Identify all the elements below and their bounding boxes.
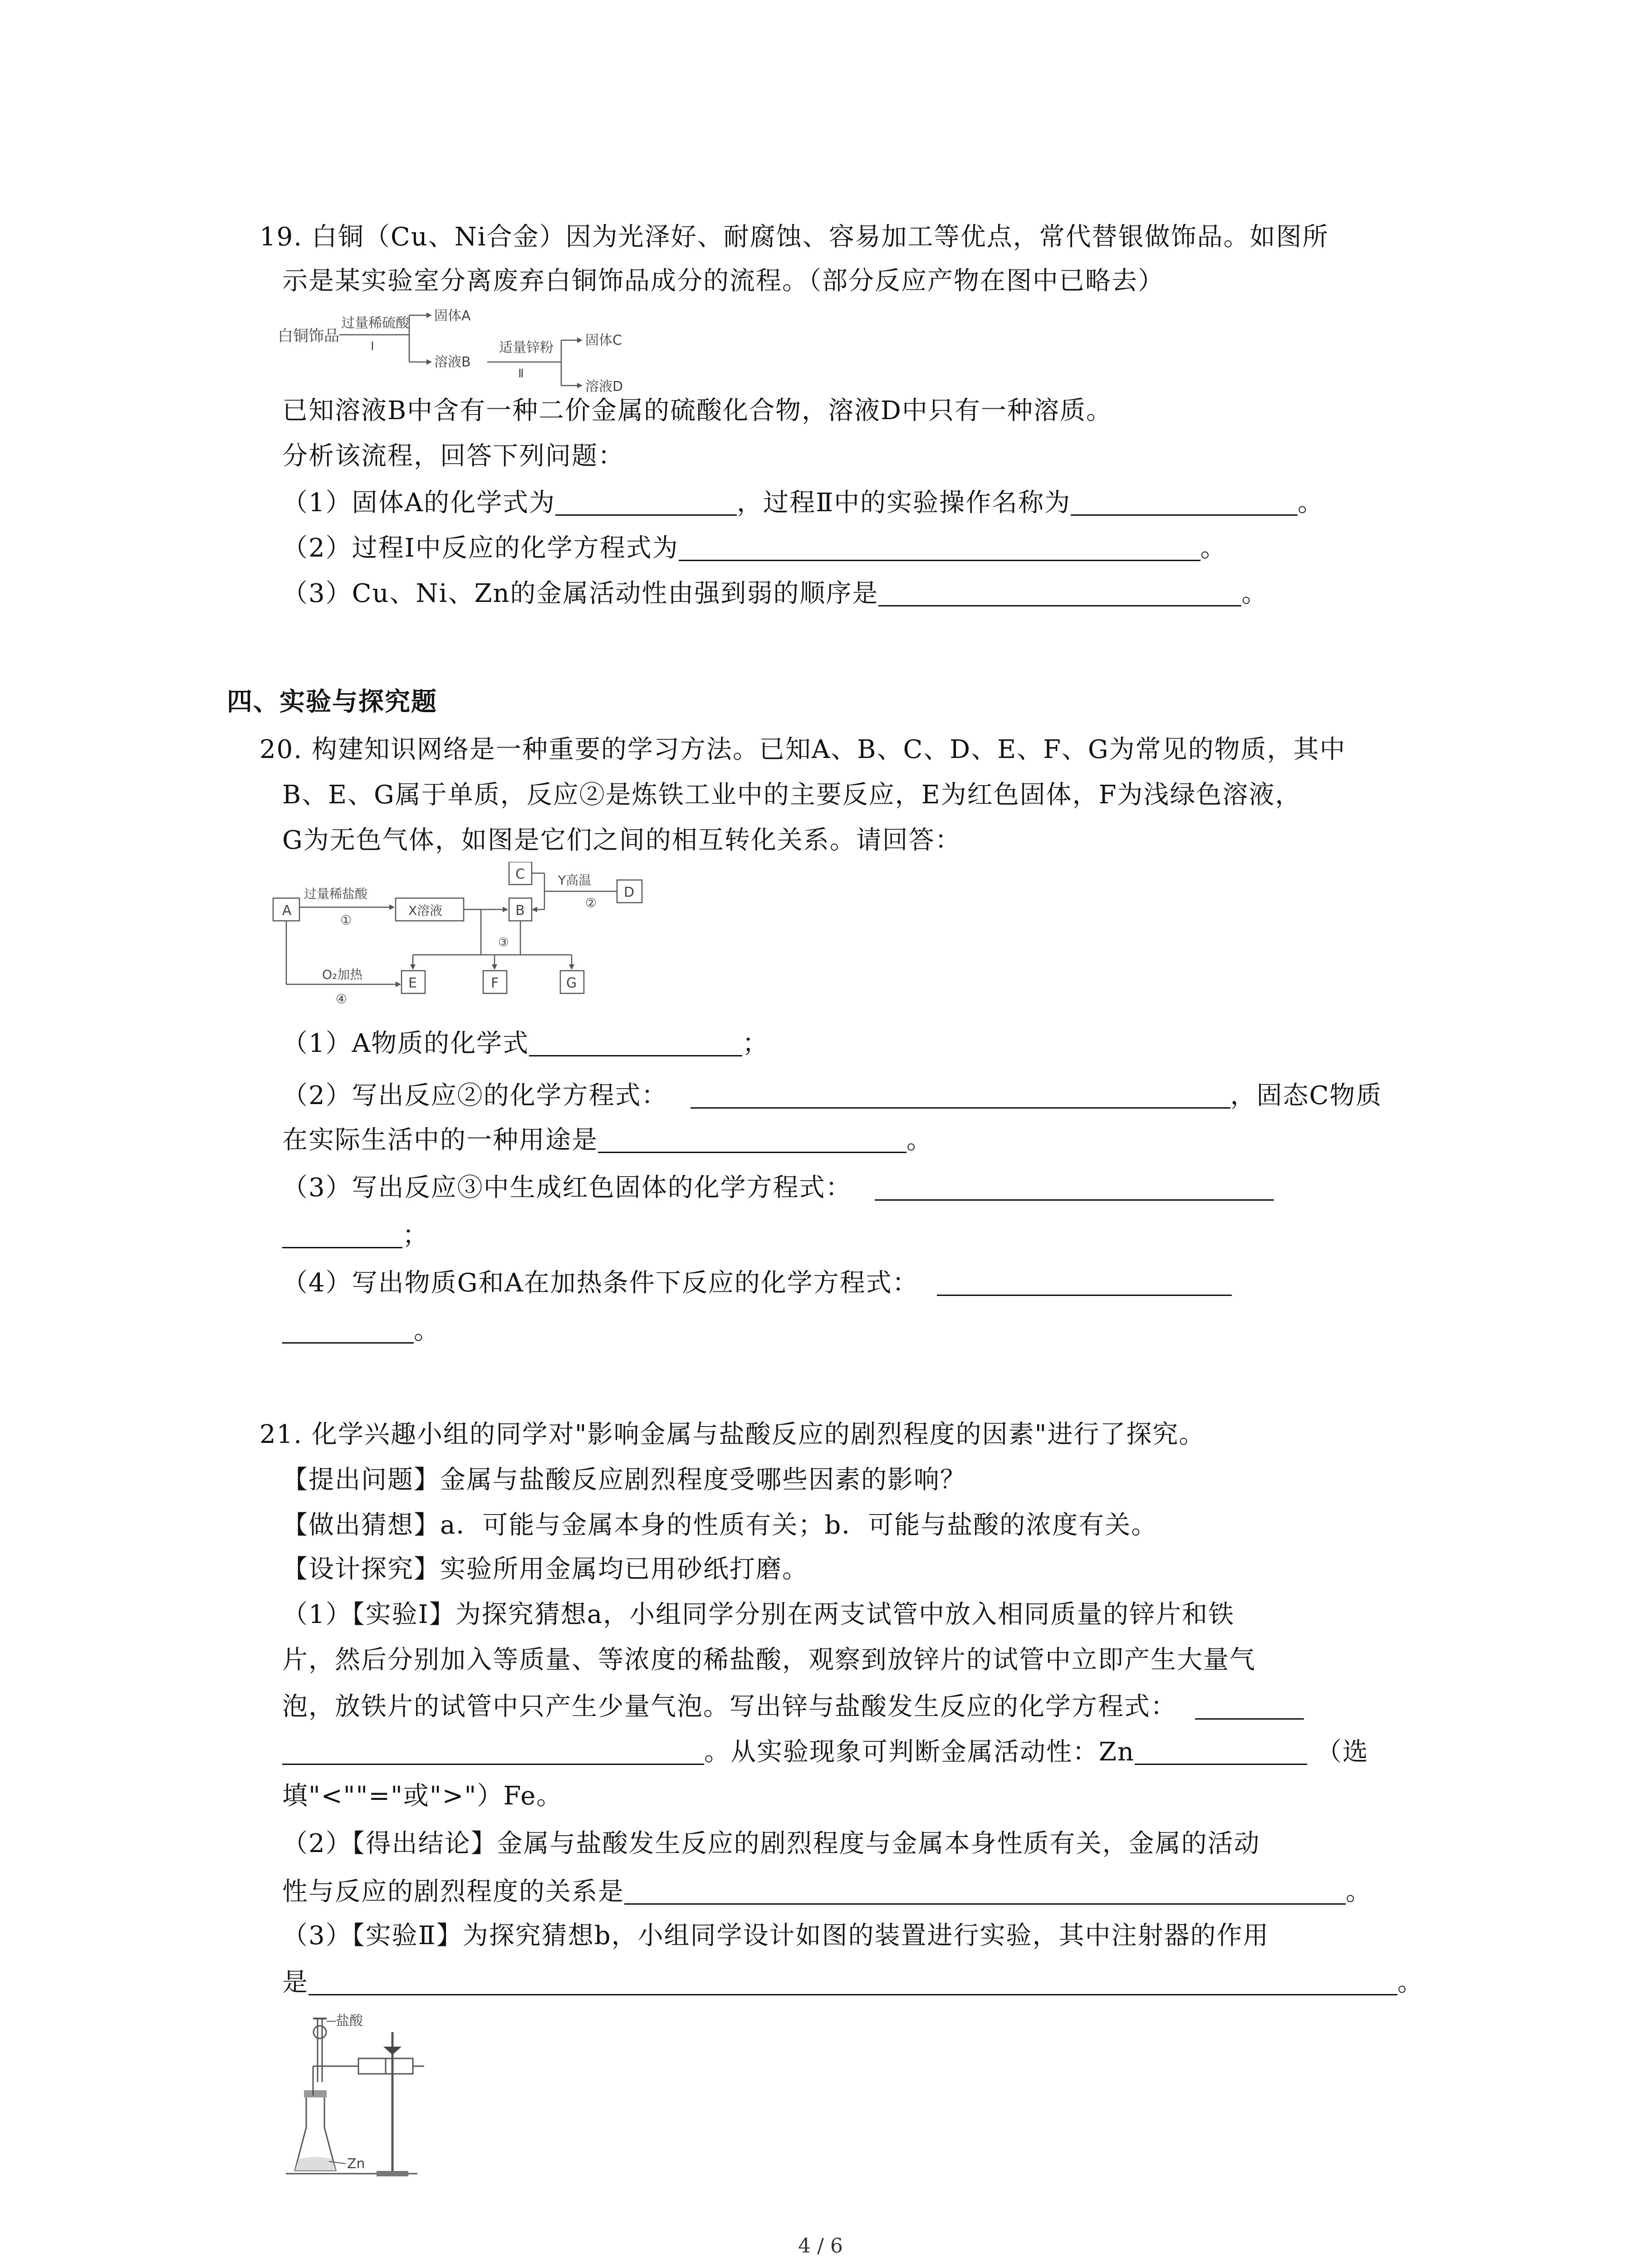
q21-line6: 片，然后分别加入等质量、等浓度的稀盐酸，观察到放锌片的试管中立即产生大量气 [282, 1645, 1256, 1675]
node-d: D [624, 885, 635, 900]
q19-p1-blank2[interactable] [1071, 489, 1298, 516]
flow-step2-bottom: Ⅱ [518, 367, 524, 381]
flow-step2-top: 适量锌粉 [499, 340, 554, 356]
arrow3-label: ③ [498, 936, 509, 949]
q19-p2-blank[interactable] [679, 534, 1200, 561]
q21-line7-text: 泡，放铁片的试管中只产生少量气泡。写出锌与盐酸发生反应的化学方程式： [282, 1692, 1177, 1721]
q20-p2-blank1[interactable] [691, 1082, 1230, 1109]
label-acid: 盐酸 [336, 2013, 363, 2029]
q19-part2 [282, 534, 1227, 561]
flow-solution-d: 溶液D [585, 379, 623, 395]
q19-part3 [282, 580, 1268, 606]
q19-line1: 19. 白铜（Cu、Ni合金）因为光泽好、耐腐蚀、容易加工等优点，常代替银做饰品。如图所 [260, 222, 1329, 252]
q19-line4: 分析该流程，回答下列问题： [282, 441, 624, 471]
arrow1-top: 过量稀盐酸 [304, 886, 368, 901]
q19-p1-text-c: 。 [1298, 488, 1324, 518]
page-number: 4 / 6 [798, 2234, 843, 2258]
q20-part4-line1 [282, 1269, 1232, 1296]
q20-p1-blank[interactable] [529, 1030, 742, 1056]
q21-line7 [282, 1693, 1304, 1720]
q21-relation-blank[interactable] [624, 1878, 1346, 1905]
q20-p2-text-b: ，固态C物质 [1230, 1081, 1382, 1110]
section-heading: 四、实验与探究题 [227, 687, 437, 717]
q21-line13-text-b: 。 [1397, 1968, 1424, 1997]
q20-p3-text-b: ； [402, 1221, 429, 1250]
node-g: G [566, 975, 577, 991]
q19-line2: 示是某实验室分离废弃白铜饰品成分的流程。（部分反应产物在图中已略去） [282, 266, 1164, 296]
q20-p2-text-d: 。 [906, 1125, 933, 1155]
q20-p1-text-a: （1）A物质的化学式 [282, 1029, 529, 1058]
q21-apparatus-diagram [268, 2005, 440, 2182]
q19-p1-blank1[interactable] [555, 489, 737, 516]
node-e: E [408, 975, 417, 991]
q20-p4-text-a: （4）写出物质G和A在加热条件下反应的化学方程式： [282, 1268, 919, 1298]
flow-start: 白铜饰品 [278, 327, 339, 345]
q21-line8-text-a: 。从实验现象可判断金属活动性：Zn [704, 1737, 1135, 1767]
node-x: X溶液 [408, 903, 443, 918]
q21-line9: 填"<""="或">"）Fe。 [282, 1781, 563, 1811]
q19-p1-text-a: （1）固体A的化学式为 [282, 488, 556, 518]
q20-p4-blank2[interactable] [282, 1317, 414, 1344]
arrow4-top: O₂加热 [322, 967, 363, 982]
q20-p3-text-a: （3）写出反应③中生成红色固体的化学方程式： [282, 1173, 852, 1202]
q20-p1-text-b: ； [742, 1029, 769, 1058]
q21-eq-blank2[interactable] [282, 1738, 704, 1765]
node-b: B [515, 903, 525, 919]
q19-p1-text-b: ，过程Ⅱ中的实验操作名称为 [737, 488, 1071, 518]
q20-p4-text-b: 。 [414, 1316, 440, 1345]
q20-line3: G为无色气体，如图是它们之间的相互转化关系。请回答： [282, 826, 961, 855]
q21-line11-text-b: 。 [1346, 1877, 1372, 1906]
q20-p4-blank1[interactable] [937, 1269, 1232, 1296]
q21-line4: 【设计探究】实验所用金属均已用砂纸打磨。 [282, 1554, 808, 1584]
q20-p3-blank1[interactable] [875, 1174, 1274, 1201]
q19-p3-text-b: 。 [1241, 579, 1268, 608]
q21-line10: （2）【得出结论】金属与盐酸发生反应的剧烈程度与金属本身性质有关，金属的活动 [282, 1829, 1260, 1858]
node-a: A [282, 903, 292, 919]
q21-line11-text-a: 性与反应的剧烈程度的关系是 [282, 1877, 624, 1906]
q21-line3: 【做出猜想】a．可能与金属本身的性质有关；b．可能与盐酸的浓度有关。 [282, 1510, 1158, 1540]
q21-line12: （3）【实验Ⅱ】为探究猜想b，小组同学设计如图的装置进行实验，其中注射器的作用 [282, 1921, 1269, 1950]
q21-eq-blank1[interactable] [1195, 1693, 1304, 1720]
q21-compare-blank[interactable] [1135, 1738, 1307, 1765]
q21-syringe-blank[interactable] [309, 1969, 1397, 1995]
q20-p2-blank2[interactable] [598, 1126, 906, 1153]
node-c: C [515, 866, 525, 882]
flow-step1-top: 过量稀硫酸 [341, 315, 409, 331]
q20-part2-line2 [282, 1126, 933, 1153]
q21-line1: 21. 化学兴趣小组的同学对"影响金属与盐酸反应的剧烈程度的因素"进行了探究。 [260, 1420, 1205, 1449]
q20-relation-diagram [272, 862, 658, 1016]
q19-p2-text-a: （2）过程Ⅰ中反应的化学方程式为 [282, 533, 679, 563]
flow-solution-b: 溶液B [434, 354, 471, 370]
q20-line1: 20. 构建知识网络是一种重要的学习方法。已知A、B、C、D、E、F、G为常见的物质，其中 [260, 735, 1346, 764]
flow-solid-c: 固体C [585, 332, 622, 348]
q21-line8-text-b: （选 [1316, 1737, 1369, 1767]
q19-part1 [282, 489, 1324, 516]
q19-p3-blank[interactable] [878, 580, 1241, 606]
arrow4-bottom: ④ [336, 992, 348, 1007]
arrow1-bottom: ① [340, 913, 352, 928]
q20-part1 [282, 1030, 769, 1056]
arrow2-top: Y高温 [558, 873, 592, 888]
q20-part3-line1 [282, 1174, 1274, 1201]
q20-part2-line1 [282, 1082, 1382, 1109]
q20-line2: B、E、G属于单质，反应②是炼铁工业中的主要反应，E为红色固体，F为浅绿色溶液， [282, 780, 1302, 810]
q20-p3-blank2[interactable] [282, 1222, 402, 1248]
node-f: F [491, 975, 499, 991]
q19-p2-text-b: 。 [1200, 533, 1227, 563]
arrow2-bottom: ② [585, 895, 597, 910]
q20-p2-text-c: 在实际生活中的一种用途是 [282, 1125, 598, 1155]
q20-part4-line2 [282, 1317, 440, 1344]
flow-step1-bottom: Ⅰ [371, 340, 374, 353]
q21-line2: 【提出问题】金属与盐酸反应剧烈程度受哪些因素的影响？ [282, 1465, 966, 1495]
q21-line13 [282, 1969, 1424, 1995]
q19-flow-diagram [278, 308, 731, 399]
q19-line3: 已知溶液B中含有一种二价金属的硫酸化合物，溶液D中只有一种溶质。 [282, 396, 1113, 425]
q21-line5: （1）【实验Ⅰ】为探究猜想a，小组同学分别在两支试管中放入相同质量的锌片和铁 [282, 1600, 1235, 1629]
q21-line13-text-a: 是 [282, 1968, 309, 1997]
q20-part3-line2 [282, 1222, 429, 1248]
label-zn: Zn [347, 2156, 365, 2172]
q21-line8 [282, 1738, 1369, 1765]
q20-p2-text-a: （2）写出反应②的化学方程式： [282, 1081, 668, 1110]
q21-line11 [282, 1878, 1372, 1905]
q19-p3-text-a: （3）Cu、Ni、Zn的金属活动性由强到弱的顺序是 [282, 579, 879, 608]
flow-solid-a: 固体A [434, 308, 471, 324]
